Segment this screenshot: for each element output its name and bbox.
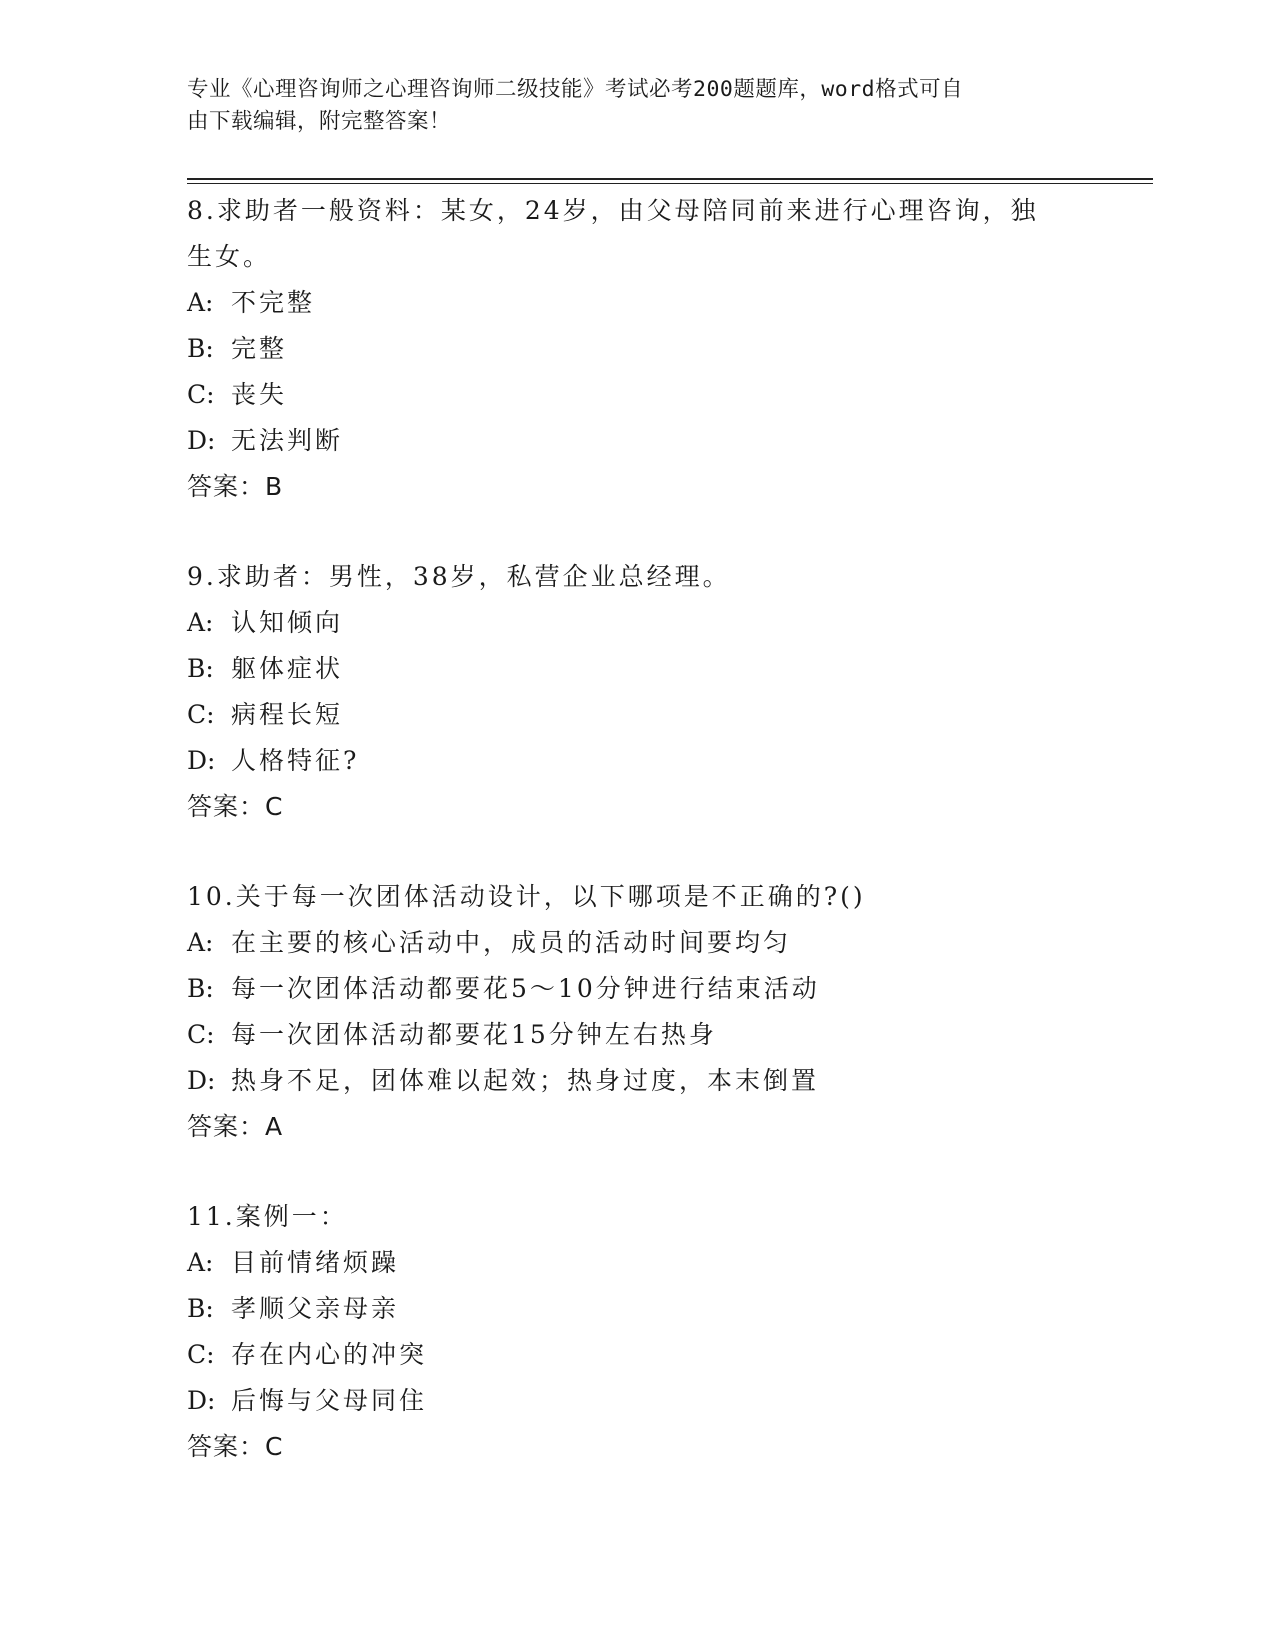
- option-letter: B:: [187, 654, 214, 683]
- option-text: 在主要的核心活动中，成员的活动时间要均匀: [231, 928, 792, 957]
- option-a: [187, 920, 1087, 966]
- option-text: 认知倾向: [231, 608, 344, 637]
- option-text: 每一次团体活动都要花5～10分钟进行结束活动: [231, 974, 820, 1003]
- option-text: 不完整: [231, 288, 316, 317]
- option-letter: B:: [187, 1294, 214, 1323]
- header-line-1: 专业《心理咨询师之心理咨询师二级技能》考试必考200题题库，word格式可自: [187, 77, 964, 102]
- option-text: 躯体症状: [231, 654, 344, 683]
- question-stem: [187, 874, 1087, 920]
- option-a: [187, 280, 1087, 326]
- question-9: [187, 554, 1087, 830]
- question-spacer: [187, 1150, 1087, 1194]
- option-letter: D:: [187, 1386, 216, 1415]
- option-c: [187, 1332, 1087, 1378]
- option-text: 病程长短: [231, 700, 344, 729]
- question-stem: [187, 1194, 1087, 1240]
- option-text: 存在内心的冲突: [231, 1340, 428, 1369]
- question-stem: [187, 188, 1087, 280]
- answer-line: 答案：B: [187, 472, 284, 501]
- header-divider-thick: [187, 178, 1153, 180]
- option-letter: C:: [187, 1340, 215, 1369]
- option-letter: A:: [187, 928, 214, 957]
- option-d: [187, 418, 1087, 464]
- question-stem-line-1: 9.求助者：男性，38岁，私营企业总经理。: [187, 562, 731, 591]
- option-text: 热身不足，团体难以起效；热身过度，本末倒置: [231, 1066, 820, 1095]
- answer-line: 答案：C: [187, 792, 284, 821]
- option-letter: A:: [187, 288, 214, 317]
- option-text: 丧失: [231, 380, 288, 409]
- option-letter: A:: [187, 608, 214, 637]
- option-c: [187, 1012, 1087, 1058]
- option-c: [187, 692, 1087, 738]
- question-spacer: [187, 510, 1087, 554]
- option-text: 后悔与父母同住: [231, 1386, 428, 1415]
- option-letter: C:: [187, 700, 215, 729]
- option-letter: B:: [187, 334, 214, 363]
- option-text: 孝顺父亲母亲: [231, 1294, 400, 1323]
- option-d: [187, 1378, 1087, 1424]
- option-a: [187, 600, 1087, 646]
- option-text: 目前情绪烦躁: [231, 1248, 400, 1277]
- question-11: [187, 1194, 1087, 1470]
- option-b: [187, 646, 1087, 692]
- question-stem-line-1: 10.关于每一次团体活动设计，以下哪项是不正确的?(): [187, 882, 866, 911]
- option-letter: D:: [187, 746, 216, 775]
- header-divider-thin: [187, 183, 1153, 184]
- document-header: [187, 74, 1067, 138]
- answer-line: 答案：C: [187, 1432, 284, 1461]
- option-b: [187, 1286, 1087, 1332]
- option-text: 完整: [231, 334, 288, 363]
- option-a: [187, 1240, 1087, 1286]
- option-b: [187, 326, 1087, 372]
- option-letter: C:: [187, 1020, 215, 1049]
- option-letter: D:: [187, 1066, 216, 1095]
- option-letter: A:: [187, 1248, 214, 1277]
- option-letter: D:: [187, 426, 216, 455]
- option-text: 每一次团体活动都要花15分钟左右热身: [231, 1020, 717, 1049]
- option-letter: C:: [187, 380, 215, 409]
- answer-line: 答案：A: [187, 1112, 284, 1141]
- question-list: [187, 188, 1087, 1470]
- option-letter: B:: [187, 974, 214, 1003]
- option-d: [187, 1058, 1087, 1104]
- question-stem: [187, 554, 1087, 600]
- question-stem-line-2: 生女。: [187, 242, 272, 271]
- option-text: 无法判断: [231, 426, 344, 455]
- question-stem-line-1: 8.求助者一般资料：某女，24岁，由父母陪同前来进行心理咨询，独: [187, 196, 1039, 225]
- option-text: 人格特征?: [231, 746, 360, 775]
- option-d: [187, 738, 1087, 784]
- header-line-2: 由下载编辑，附完整答案！: [187, 109, 452, 134]
- option-c: [187, 372, 1087, 418]
- option-b: [187, 966, 1087, 1012]
- question-spacer: [187, 830, 1087, 874]
- question-stem-line-1: 11.案例一：: [187, 1202, 348, 1231]
- question-8: [187, 188, 1087, 510]
- question-10: [187, 874, 1087, 1150]
